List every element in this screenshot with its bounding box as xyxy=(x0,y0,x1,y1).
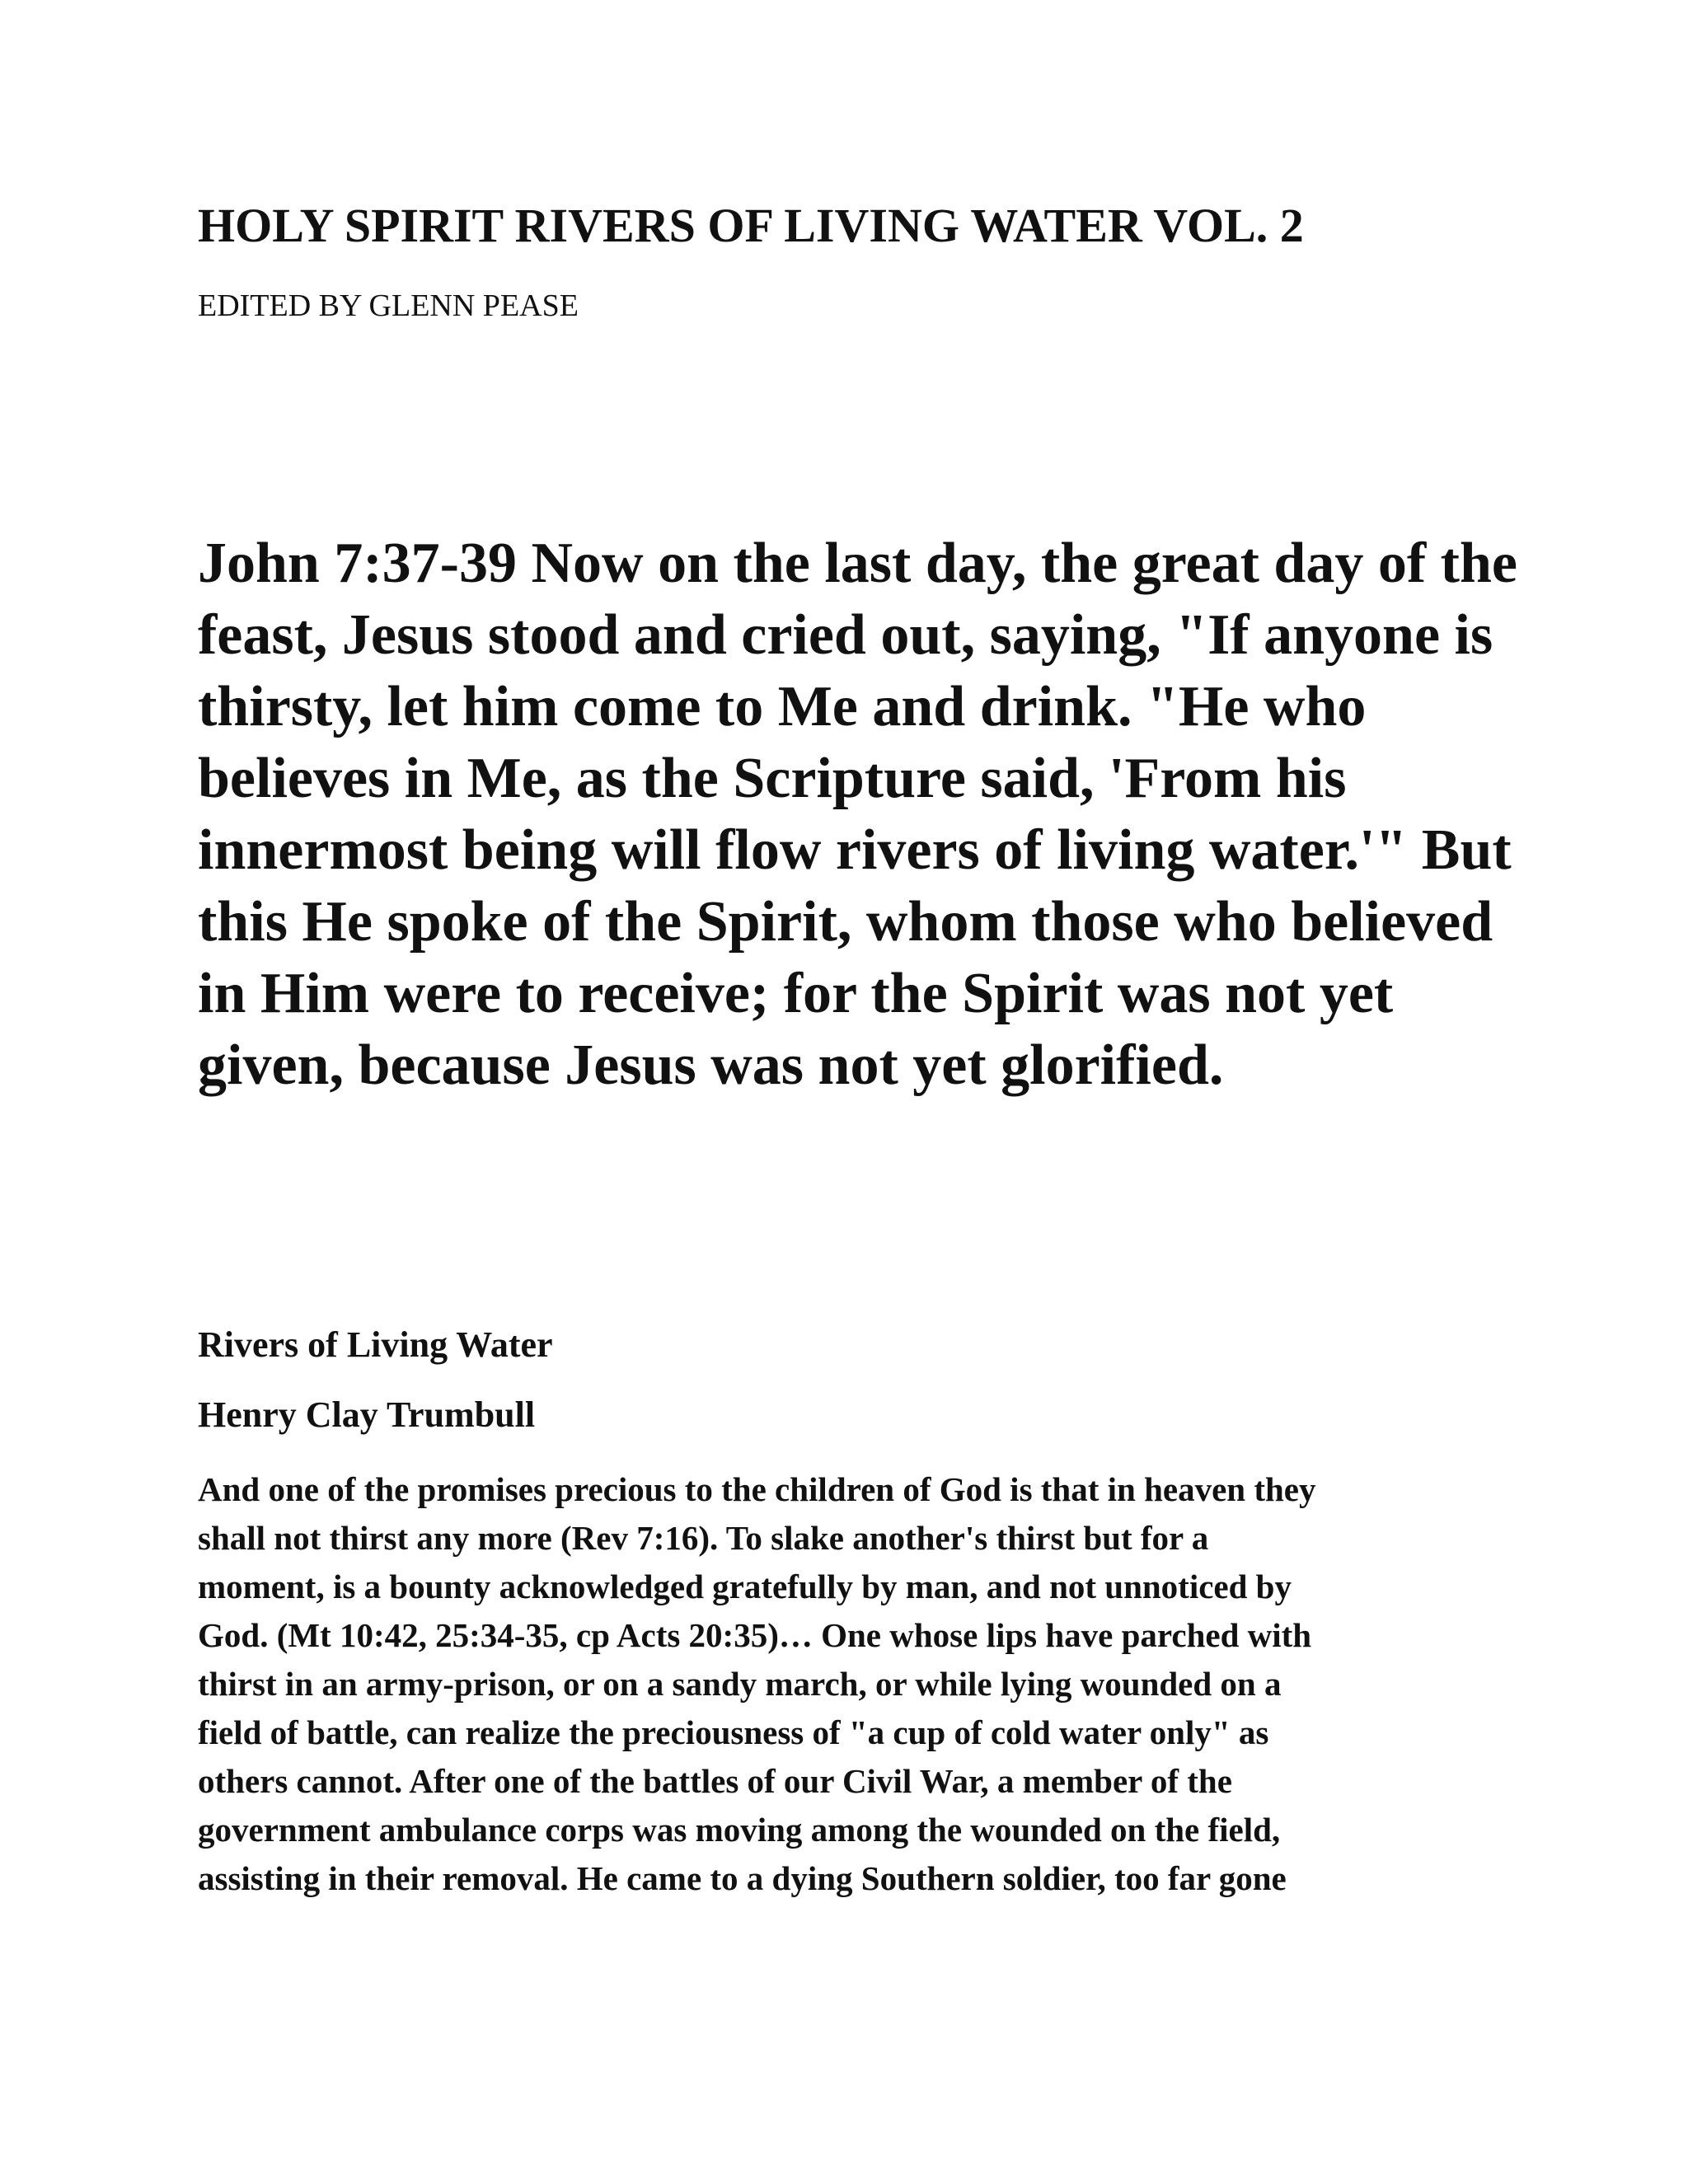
scripture-passage xyxy=(198,527,1517,1101)
scripture-line: in Him were to receive; for the Spirit was not yet xyxy=(198,962,1394,1025)
scripture-line: given, because Jesus was not yet glorified. xyxy=(198,1033,1224,1097)
document-editor: EDITED BY GLENN PEASE xyxy=(198,288,579,323)
scripture-line: innermost being will flow rivers of living water.'" But xyxy=(198,818,1512,882)
scripture-line: this He spoke of the Spirit, whom those who believed xyxy=(198,890,1493,954)
scripture-line: thirsty, let him come to Me and drink. "He who xyxy=(198,675,1367,738)
body-line: field of battle, can realize the preciousness of "a cup of cold water only" as xyxy=(198,1713,1269,1751)
section-author: Henry Clay Trumbull xyxy=(198,1394,536,1435)
body-line: thirst in an army-prison, or on a sandy march, or while lying wounded on a xyxy=(198,1665,1282,1703)
section-title: Rivers of Living Water xyxy=(198,1324,553,1365)
body-line: others cannot. After one of the battles of our Civil War, a member of the xyxy=(198,1762,1232,1800)
body-line: shall not thirst any more (Rev 7:16). To slake another's thirst but for a xyxy=(198,1519,1209,1557)
body-paragraph xyxy=(198,1465,1517,1903)
body-line: assisting in their removal. He came to a dying Southern soldier, too far gone xyxy=(198,1859,1287,1897)
scripture-line: John 7:37-39 Now on the last day, the great day of the xyxy=(198,532,1517,595)
scripture-line: believes in Me, as the Scripture said, 'From his xyxy=(198,747,1347,810)
body-line: government ambulance corps was moving among the wounded on the field, xyxy=(198,1811,1281,1849)
body-line: moment, is a bounty acknowledged gratefully by man, and not unnoticed by xyxy=(198,1568,1292,1605)
body-line: God. (Mt 10:42, 25:34-35, cp Acts 20:35)… One whose lips have parched with xyxy=(198,1616,1312,1654)
scripture-line: feast, Jesus stood and cried out, saying, "If anyone is xyxy=(198,603,1493,667)
document-title: HOLY SPIRIT RIVERS OF LIVING WATER VOL. 2 xyxy=(198,199,1304,252)
body-line: And one of the promises precious to the children of God is that in heaven they xyxy=(198,1470,1316,1508)
